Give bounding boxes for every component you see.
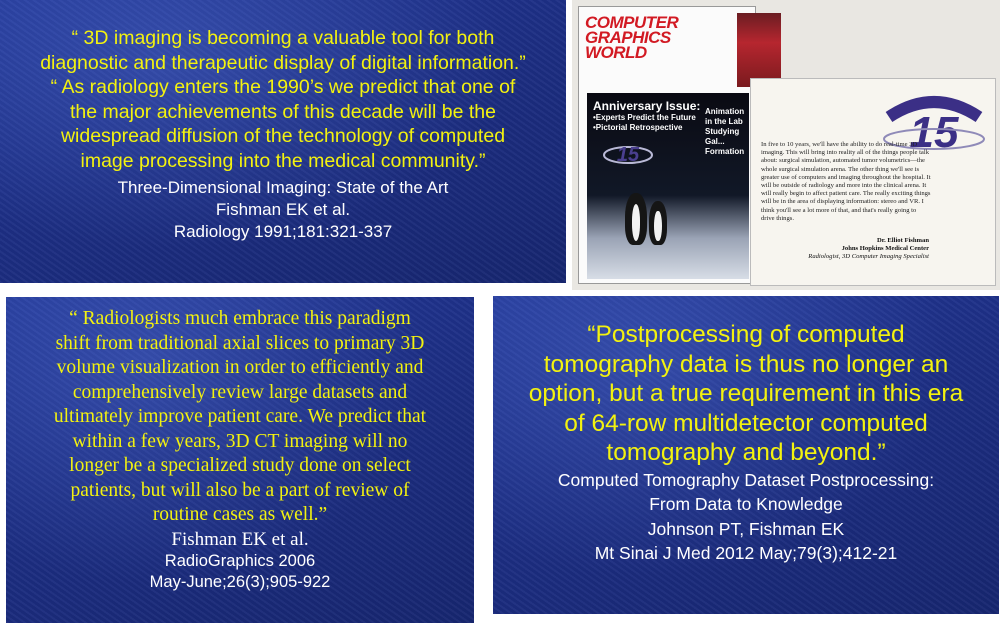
quote-line: “ 3D imaging is becoming a valuable tool for both (71, 27, 495, 49)
citation-subtitle: From Data to Knowledge (649, 494, 843, 514)
quote-line: comprehensively review large datasets and (72, 381, 408, 403)
magazine-cover (578, 6, 756, 284)
magazine-article (750, 78, 996, 286)
magazine-title: COMPUTER GRAPHICS WORLD (585, 13, 679, 62)
quote-line: “ As radiology enters the 1990’s we predict that one of (50, 76, 516, 98)
article-text: In five to 10 years, we'll have the ability to do real-time 3D imaging. This will bring into reality all of the things people talk about: surgical simulation, automated tumor volumetrics—the whole surgical simulation arena. The other thing we'll see is greater use of computers and imaging throughout the hospital. It will be outside of radiology and more into the clinical arena. It will really begin to affect patient care. The really exciting things will be in the area of displaying information: stereo and VR. I think you'll see a lot more of that, and that's really going to drive things. (761, 141, 931, 222)
quote-line: shift from traditional axial slices to primary 3D (55, 332, 425, 354)
quote-slide-2 (6, 297, 474, 623)
citation (0, 177, 566, 243)
anniversary-15-badge (603, 141, 653, 167)
cover-side-item: Animation in the Lab (705, 107, 745, 126)
penguin-figure (625, 193, 647, 245)
quote-line: tomography and beyond.” (606, 439, 886, 466)
citation-journal: RadioGraphics 2006 (164, 551, 316, 570)
cover-item: •Experts Predict the Future (593, 113, 696, 122)
quote-text (0, 26, 566, 173)
citation (493, 468, 999, 566)
quote-line: the major achievements of this decade will be the (70, 100, 496, 123)
quote-line: ultimately improve patient care. We predict that (53, 406, 427, 427)
badge-number: 15 (616, 144, 640, 166)
quote-line: routine cases as well.” (152, 504, 328, 525)
cover-headline: Anniversary Issue: (593, 99, 701, 113)
quote-line: tomography data is thus no longer an (543, 350, 949, 378)
citation-authors: Fishman EK et al. (215, 200, 351, 219)
cover-photo (737, 13, 781, 87)
cover-side-text (705, 107, 751, 157)
citation-journal: Radiology 1991;181:321-337 (173, 222, 393, 241)
citation-authors: Fishman EK et al. (171, 528, 309, 550)
quote-line: option, but a true requirement in this era (528, 380, 964, 407)
quote-line: widespread diffusion of the technology of computed (60, 125, 506, 147)
citation-title: Computed Tomography Dataset Postprocessing: (557, 469, 935, 490)
citation-authors: Johnson PT, Fishman EK (647, 518, 845, 539)
cover-item: •Pictorial Retrospective (593, 123, 683, 132)
cover-penguin-photo (587, 93, 749, 279)
quote-text (6, 307, 474, 528)
citation (6, 551, 474, 593)
quote-text (493, 320, 999, 468)
signature-role: Radiologist, 3D Computer Imaging Specialist (808, 253, 929, 260)
quote-line: patients, but will also be a part of review of (70, 479, 410, 501)
penguin-figure (649, 201, 667, 245)
magazine-collage (572, 0, 1000, 290)
signature-affiliation: Johns Hopkins Medical Center (841, 245, 929, 252)
logo-number: 15 (909, 108, 959, 157)
quote-line: “ Radiologists much embrace this paradigm (69, 308, 411, 329)
citation-issue: May-June;26(3);905-922 (149, 572, 331, 591)
quote-line: longer be a specialized study done on select (69, 455, 411, 476)
article-signature (808, 237, 929, 261)
quote-line: within a few years, 3D CT imaging will no (72, 430, 408, 452)
citation-title: Three-Dimensional Imaging: State of the Art (117, 178, 449, 197)
quote-line: volume visualization in order to efficiently and (56, 357, 424, 378)
quote-line: of 64-row multidetector computed (564, 409, 928, 437)
citation-journal: Mt Sinai J Med 2012 May;79(3);412-21 (594, 543, 898, 563)
quote-slide-1 (0, 0, 566, 283)
quote-line: image processing into the medical community.” (80, 149, 486, 172)
quote-slide-3 (493, 296, 999, 614)
cover-items (593, 113, 696, 133)
cover-side-item: Studying Gal... Formation (705, 127, 745, 156)
quote-line: diagnostic and therapeutic display of digital information.” (40, 51, 526, 74)
signature-name: Dr. Elliot Fishman (877, 237, 929, 244)
quote-line: “Postprocessing of computed (587, 321, 905, 348)
